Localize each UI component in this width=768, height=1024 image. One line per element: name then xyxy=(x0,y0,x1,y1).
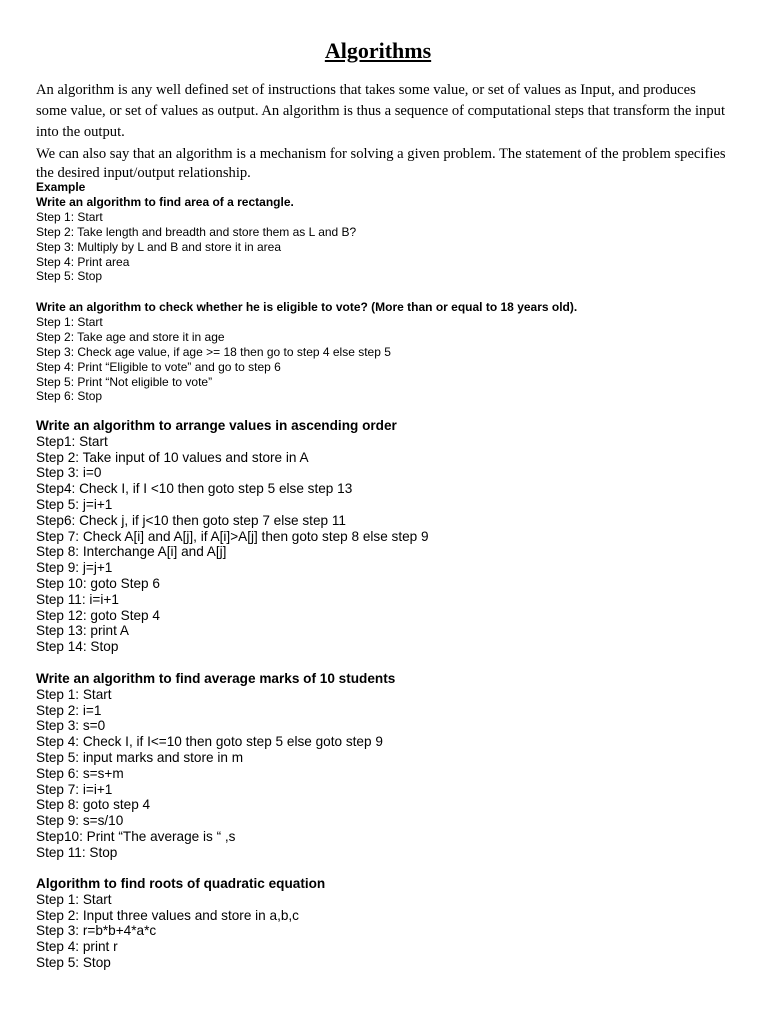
step-line: Step 3: r=b*b+4*a*c xyxy=(36,923,157,939)
step-line: Step 2: Take length and breadth and store them as L and B? xyxy=(36,224,357,239)
step-line: Step 4: Check I, if I<=10 then goto step 5 else goto step 9 xyxy=(36,734,383,750)
step-line: Step 13: print A xyxy=(36,623,129,639)
step-line: Step 4: print r xyxy=(36,939,118,955)
step-line: Step 3: Check age value, if age >= 18 then go to step 4 else step 5 xyxy=(36,344,391,359)
step-line: Step 8: Interchange A[i] and A[j] xyxy=(36,544,227,560)
step-line: Step 1: Start xyxy=(36,686,112,702)
step-line: Step 8: goto step 4 xyxy=(36,797,151,813)
section-heading: Write an algorithm to find average marks of 10 students xyxy=(36,671,396,686)
step-line: Step 11: i=i+1 xyxy=(36,591,119,607)
step-line: Step10: Print “The average is “ ,s xyxy=(36,828,236,844)
step-line: Step 1: Start xyxy=(36,314,103,329)
page-title: Algorithms xyxy=(324,38,432,63)
step-line: Step 12: goto Step 4 xyxy=(36,607,160,623)
step-line: Step1: Start xyxy=(36,433,108,449)
step-line: Step 6: Stop xyxy=(36,389,103,404)
step-line: Step 6: s=s+m xyxy=(36,765,124,781)
step-line: Step 14: Stop xyxy=(36,639,119,655)
example-label: Example xyxy=(36,180,86,194)
step-line: Step 5: input marks and store in m xyxy=(36,749,244,765)
step-line: Step 5: Print “Not eligible to vote” xyxy=(36,374,213,389)
step-line: Step 3: Multiply by L and B and store it in area xyxy=(36,239,282,254)
intro-paragraph-2: We can also say that an algorithm is a mechanism for solving a given problem. The statement of the problem specifies the desired input/output relationship. xyxy=(36,146,726,181)
section-heading: Algorithm to find roots of quadratic equation xyxy=(36,876,326,891)
step-line: Step 7: i=i+1 xyxy=(36,781,113,797)
step-line: Step 4: Print “Eligible to vote” and go to step 6 xyxy=(36,359,281,374)
step-line: Step4: Check I, if I <10 then goto step 5 else step 13 xyxy=(36,481,353,497)
section-average-marks xyxy=(36,671,736,861)
step-line: Step 5: j=i+1 xyxy=(36,496,113,512)
step-line: Step 5: Stop xyxy=(36,954,111,970)
step-line: Step 5: Stop xyxy=(36,269,103,284)
step-line: Step 2: Take input of 10 values and store in A xyxy=(36,449,309,465)
section-vote-eligibility xyxy=(36,300,736,404)
step-line: Step 11: Stop xyxy=(36,844,118,860)
step-line: Step 9: s=s/10 xyxy=(36,813,124,829)
section-rectangle-area xyxy=(36,180,736,284)
section-heading: Write an algorithm to find area of a rectangle. xyxy=(36,194,294,209)
step-line: Step 1: Start xyxy=(36,891,112,907)
step-line: Step 3: s=0 xyxy=(36,718,106,734)
section-heading: Write an algorithm to arrange values in ascending order xyxy=(36,418,397,433)
step-line: Step6: Check j, if j<10 then goto step 7 else step 11 xyxy=(36,512,346,528)
step-line: Step 9: j=j+1 xyxy=(36,560,113,576)
step-line: Step 4: Print area xyxy=(36,254,130,269)
step-line: Step 2: Input three values and store in a,b,c xyxy=(36,907,299,923)
step-line: Step 1: Start xyxy=(36,209,103,224)
section-ascending-order xyxy=(36,418,736,655)
step-line: Step 10: goto Step 6 xyxy=(36,575,160,591)
section-quadratic-roots xyxy=(36,876,736,971)
section-heading: Write an algorithm to check whether he is eligible to vote? (More than or equal to 18 years old). xyxy=(36,300,578,314)
step-line: Step 3: i=0 xyxy=(36,465,102,481)
intro-paragraph-1: An algorithm is any well defined set of instructions that takes some value, or set of values as Input, and produces some value, or set of values as output. An algorithm is thus a sequence of computational steps that transform the input into the output. xyxy=(36,82,726,140)
step-line: Step 2: i=1 xyxy=(36,702,102,718)
step-line: Step 7: Check A[i] and A[j], if A[i]>A[j] then goto step 8 else step 9 xyxy=(36,528,429,544)
step-line: Step 2: Take age and store it in age xyxy=(36,329,225,344)
